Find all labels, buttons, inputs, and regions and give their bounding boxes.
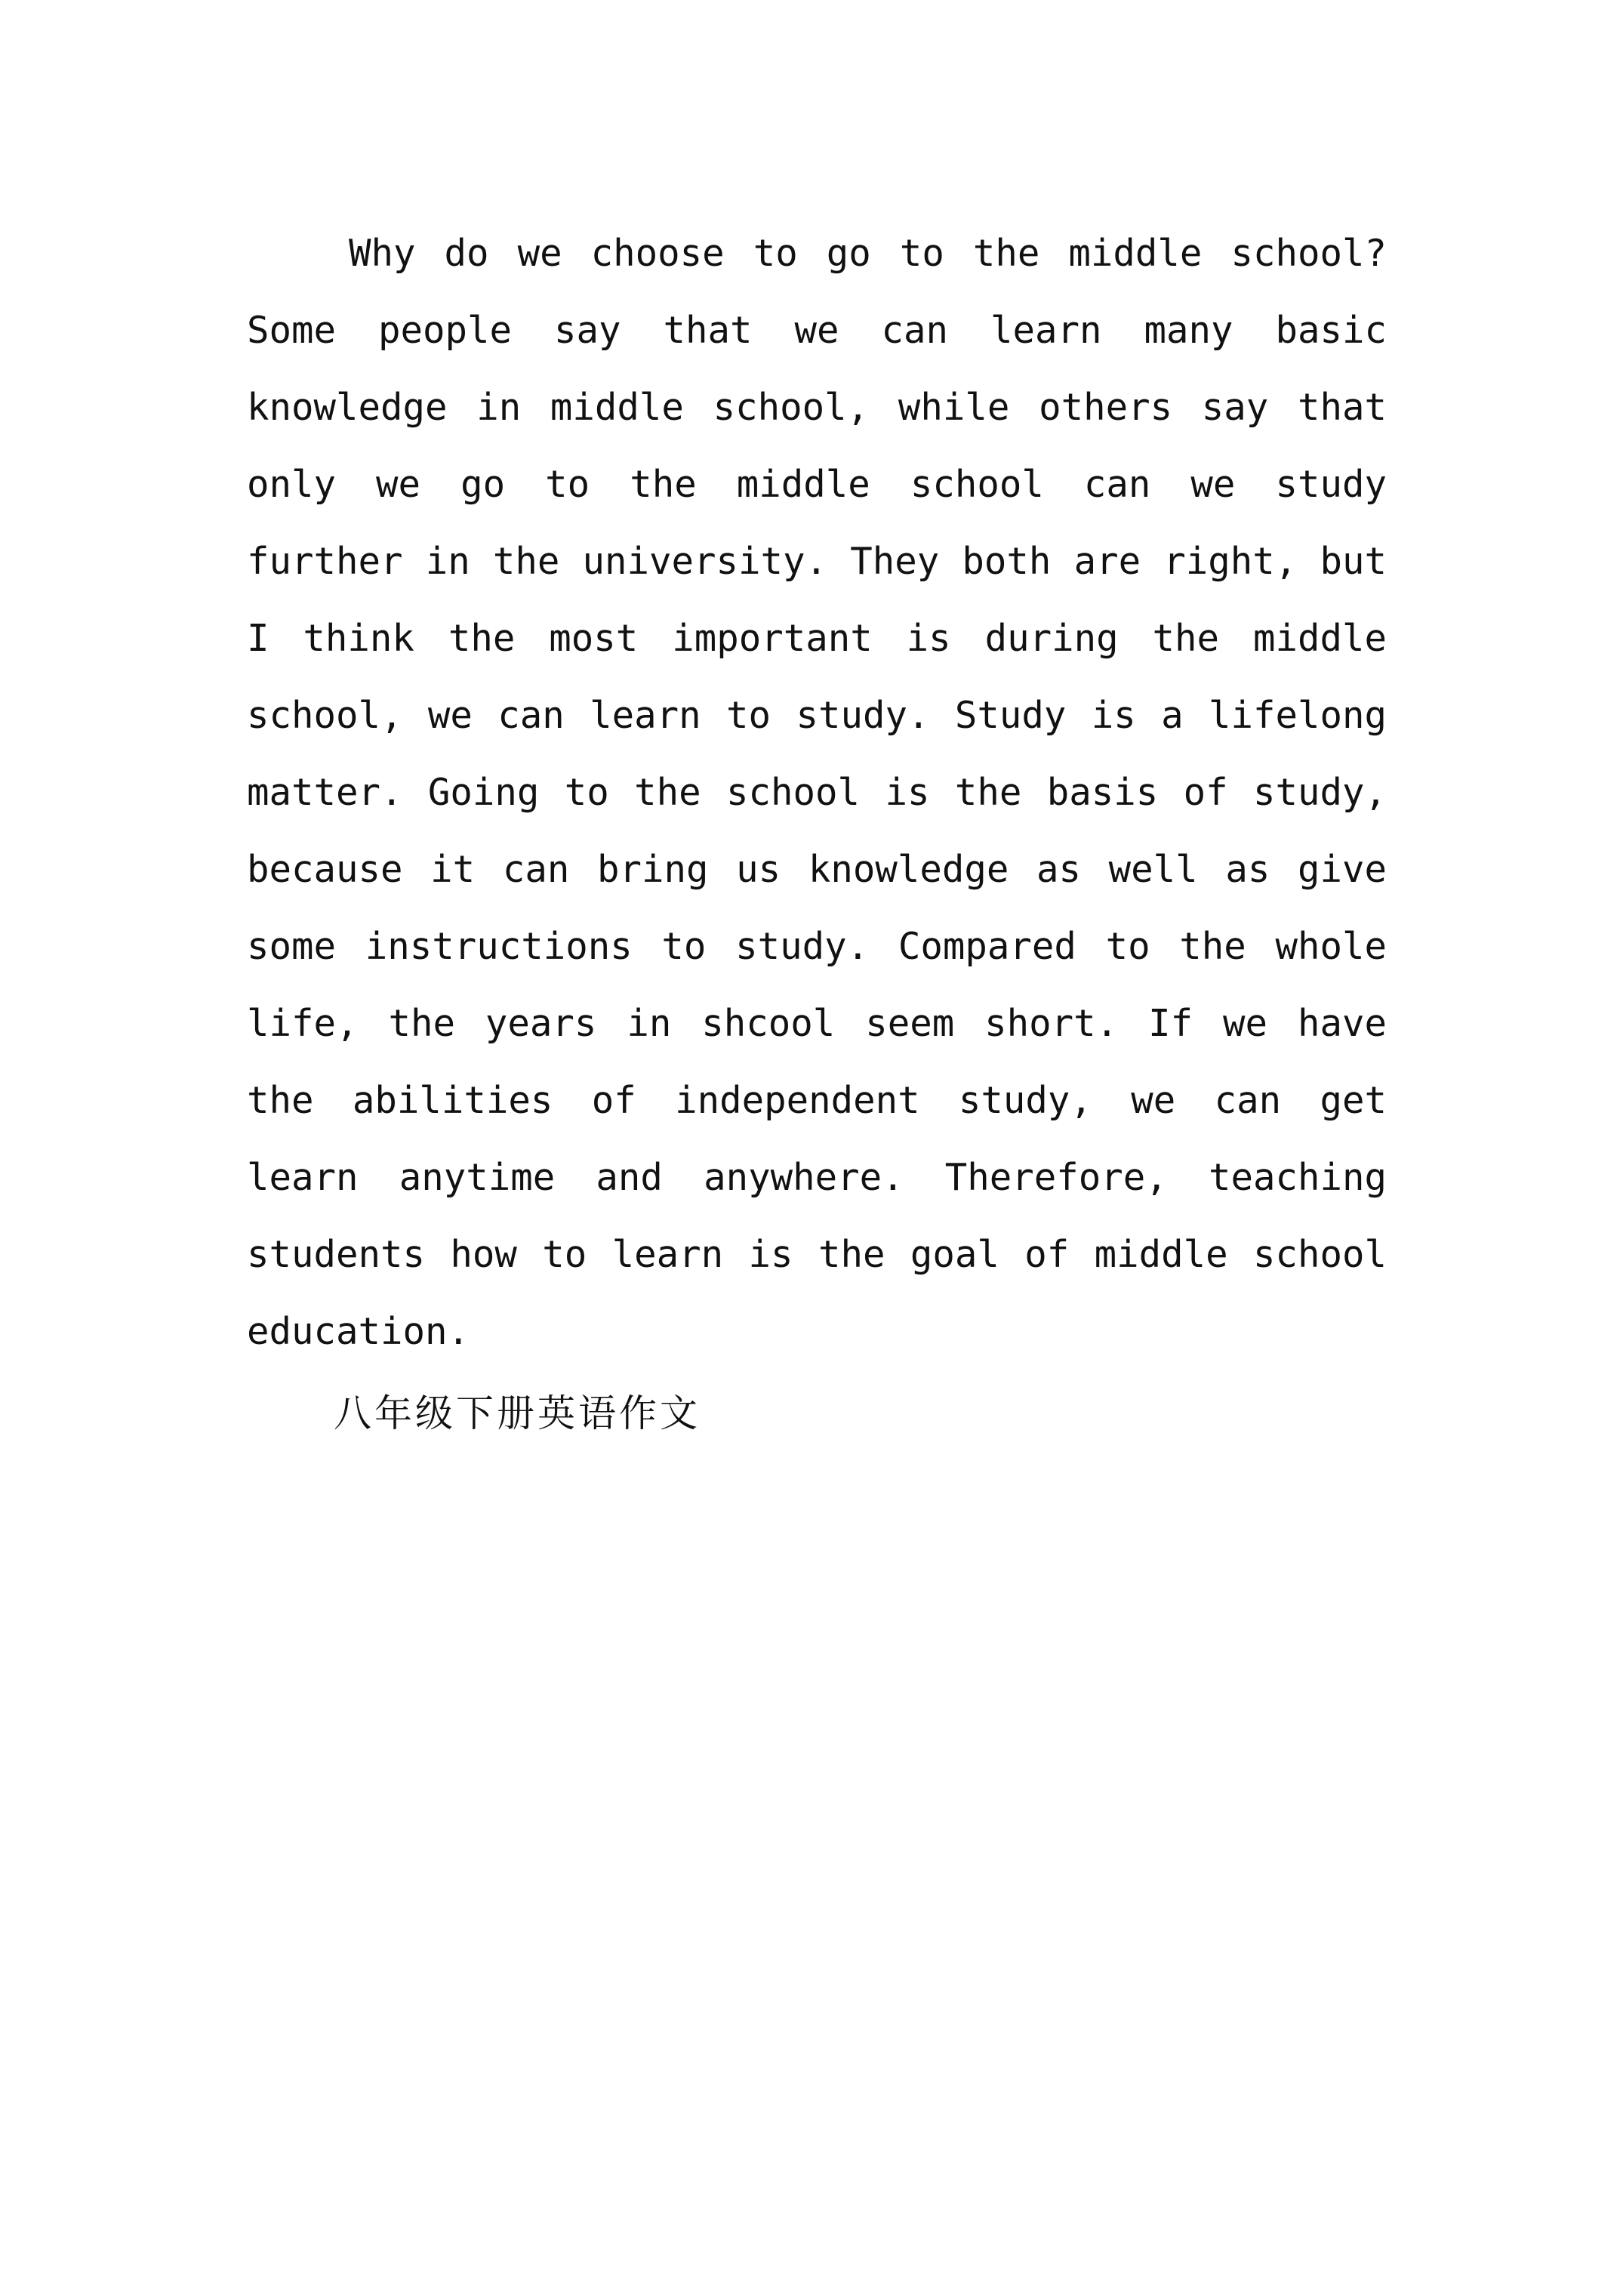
essay-line: learn anytime and anywhere. Therefore, teaching	[247, 1156, 1387, 1199]
essay-line: some instructions to study. Compared to the whole	[247, 925, 1387, 968]
essay-line: Some people say that we can learn many basic	[247, 309, 1387, 352]
essay-line: school, we can learn to study. Study is a lifelong	[247, 694, 1387, 737]
essay-line: the abilities of independent study, we can get	[247, 1079, 1387, 1122]
essay-line: students how to learn is the goal of middle school	[247, 1233, 1387, 1276]
essay-line: only we go to the middle school can we study	[247, 463, 1387, 506]
essay-line: I think the most important is during the middle	[247, 617, 1387, 660]
section-heading: 八年级下册英语作文	[334, 1391, 701, 1435]
essay-line: because it can bring us knowledge as well as give	[247, 848, 1387, 891]
essay-line: matter. Going to the school is the basis of study,	[247, 771, 1387, 814]
essay-line: further in the university. They both are right, but	[247, 540, 1387, 583]
essay-line: knowledge in middle school, while others say that	[247, 386, 1387, 429]
essay-line: education.	[247, 1310, 470, 1353]
essay-body	[247, 215, 1387, 1452]
essay-line: Why do we choose to go to the middle school?	[349, 232, 1387, 275]
essay-line: life, the years in shcool seem short. If we have	[247, 1002, 1387, 1045]
